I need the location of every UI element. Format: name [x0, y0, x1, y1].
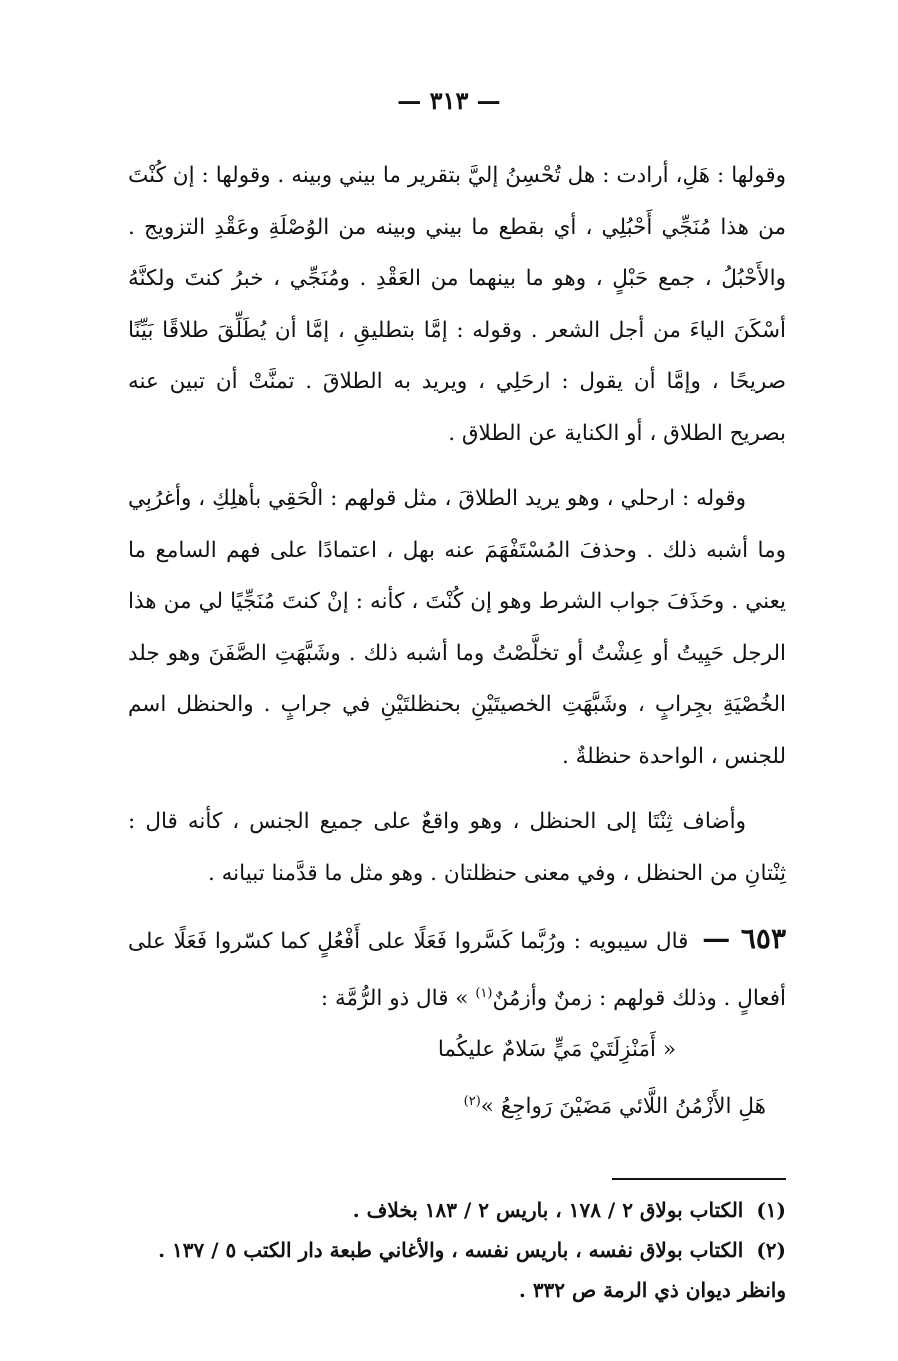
paragraph-4: [128, 913, 786, 1024]
footnote-1-text: الكتاب بولاق ٢ / ١٧٨ ، باريس ٢ / ١٨٣ بخلاف .: [352, 1198, 744, 1222]
verse-line-2-text: هَلِ الأَزْمُنُ اللَّائي مَضَيْنَ رَواجِعُ »: [480, 1094, 766, 1120]
paragraph-1: وقولها : هَلِ، أرادت : هل تُحْسِنُ إليَّ بتقرير ما بيني وبينه . وقولها : إن كُنْتَ من هذا مُنَجِّي أَحْبُلِي ، أي بقطع ما بيني وبينه من الوُصْلَةِ وعَقْدِ التزويج . والأَحْبُلُ ، جمع حَبْلٍ ، وهو ما بينهما من العَقْدِ . ومُنَجِّي ، خبرُ كنتَ ولكنَّهُ أسْكَنَ الياءَ من أجل الشعر . وقوله : إمَّا بتطليقِ ، إمَّا أن يُطَلِّقَ طلاقًا بَيِّنًا صريحًا ، وإمَّا أن يقول : ارحَلِي ، ويريد به الطلاقَ . تمنَّتْ أن تبين عنه بصريح الطلاق ، أو الكناية عن الطلاق .: [128, 163, 786, 446]
footnote-2: [128, 1230, 786, 1310]
page-number: — ٣١٣ —: [397, 86, 501, 115]
main-text: [128, 150, 786, 1133]
footnote-ref-2: (٢): [463, 1094, 481, 1110]
footnote-2-text: الكتاب بولاق نفسه ، باريس نفسه ، والأغاني طبعة دار الكتب ٥ / ١٣٧ . وانظر ديوان ذي الرمة ص ٣٣٢ .: [158, 1238, 786, 1302]
paragraph-2: وقوله : ارحلي ، وهو يريد الطلاقَ ، مثل قولهم : الْحَقِي بأهلِكِ ، وأغرُبِي وما أشبه ذلك . وحذفَ المُسْتَفْهَمَ عنه بهل ، اعتمادًا على فهم السامع ما يعني . وحَذَفَ جواب الشرط وهو إن كُنْتَ ، كأنه : إنْ كنتَ مُنَجِّيًا لي من هذا الرجل حَيِيتُ أو عِشْتُ أو تخلَّصْتُ وما أشبه ذلك . وشَبَّهَتِ الصَّفَنَ وهو جلد الخُصْيَةِ بجِرابٍ ، وشَبَّهَتِ الخصيتَيْنِ بحنظلتَيْنِ في جرابٍ . والحنظل اسم للجنس ، الواحدة حنظلةٌ .: [128, 486, 786, 769]
footnote-ref-1: (١): [475, 985, 493, 1001]
paragraph-4-text: قال سيبويه : ورُبَّما كَسَّروا فَعَلًا على أَفْعُلٍ كما كسّروا فَعَلًا على أفعالٍ . وذلك قولهم : زمنٌ وأزمُنٌ: [128, 929, 786, 1011]
verse-line-1: « أَمَنْزِلَتَيْ مَيٍّ سَلامٌ عليكُما: [437, 1037, 676, 1063]
footnote-divider: [612, 1178, 786, 1180]
footnote-2-number: (٢): [756, 1238, 786, 1262]
footnote-1-number: (١): [756, 1198, 786, 1222]
section-number: ٦٥٣ —: [702, 922, 786, 955]
paragraph-4-text-end: » قال ذو الرُّمَّة :: [320, 985, 469, 1011]
footnotes: [128, 1190, 786, 1310]
paragraph-3: وأضاف ثِنْتَا إلى الحنظل ، وهو واقعٌ على جميع الجنس ، كأنه قال : ثِنْتانِ من الحنظل ، وفي معنى حنظلتان . وهو مثل ما قدَّمنا تبيانه .: [128, 809, 786, 886]
footnote-1: [128, 1190, 786, 1230]
verse-line-2: [128, 1076, 786, 1133]
